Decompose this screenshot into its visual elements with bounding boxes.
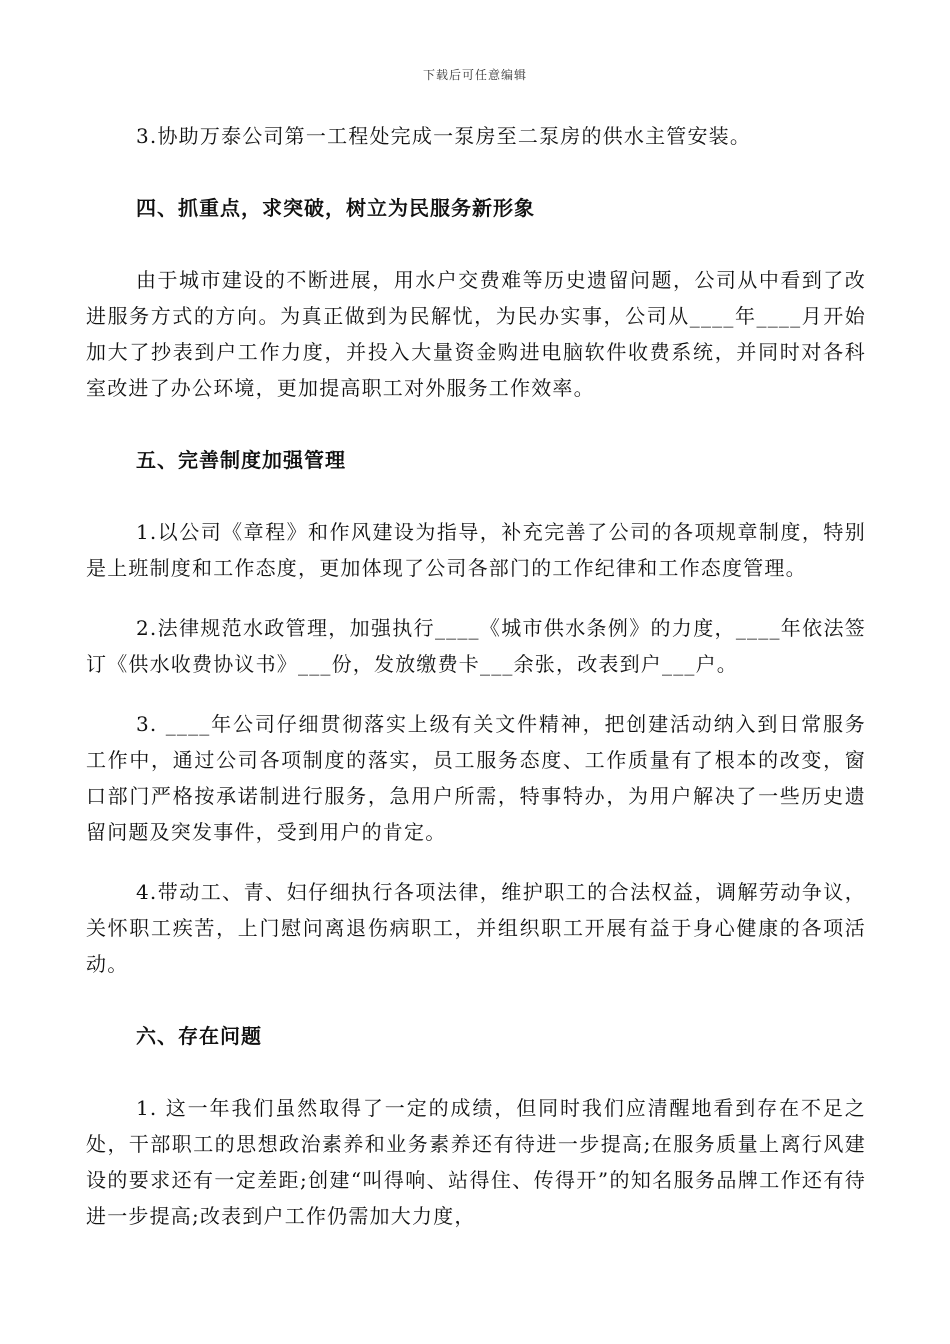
- paragraph-water-admin: 2.法律规范水政管理，加强执行____《城市供水条例》的力度，____年依法签订《供水收费协议书》___份，发放缴费卡___余张，改表到户___户。: [86, 616, 866, 676]
- document-body: [86, 118, 866, 1234]
- paragraph-problems: 1. 这一年我们虽然取得了一定的成绩，但同时我们应清醒地看到存在不足之处，干部职工的思想政治素养和业务素养还有待进一步提高;在服务质量上离行风建设的要求还有一定差距;创建“叫得响、站得住、传得开”的知名服务品牌工作还有待进一步提高;改表到户工作仍需加大力度，: [86, 1096, 866, 1228]
- paragraph-campaign: 3. ____年公司仔细贯彻落实上级有关文件精神，把创建活动纳入到日常服务工作中，通过公司各项制度的落实，员工服务态度、工作质量有了根本的改变，窗口部门严格按承诺制进行服务，急用户所需，特事特办，为用户解决了一些历史遗留问题及突发事件，受到用户的肯定。: [86, 712, 866, 844]
- page-header-note: 下载后可任意编辑: [422, 68, 527, 82]
- paragraph-item-3: 3.协助万泰公司第一工程处完成一泵房至二泵房的供水主管安装。: [136, 124, 752, 148]
- paragraph-service: 由于城市建设的不断进展，用水户交费难等历史遗留问题，公司从中看到了改进服务方式的方向。为真正做到为民解忧，为民办实事，公司从____年____月开始加大了抄表到户工作力度，并投入大量资金购进电脑软件收费系统，并同时对各科室改进了办公环境，更加提高职工对外服务工作效率。: [86, 268, 866, 400]
- paragraph-union: 4.带动工、青、妇仔细执行各项法律，维护职工的合法权益，调解劳动争议，关怀职工疾苦，上门慰问离退伤病职工，并组织职工开展有益于身心健康的各项活动。: [86, 880, 866, 976]
- section-heading-6: 六、存在问题: [136, 1024, 262, 1048]
- section-heading-4: 四、抓重点，求突破，树立为民服务新形象: [136, 196, 535, 220]
- section-heading-5: 五、完善制度加强管理: [136, 448, 346, 472]
- paragraph-rules: 1.以公司《章程》和作风建设为指导，补充完善了公司的各项规章制度，特别是上班制度和工作态度，更加体现了公司各部门的工作纪律和工作态度管理。: [86, 520, 866, 580]
